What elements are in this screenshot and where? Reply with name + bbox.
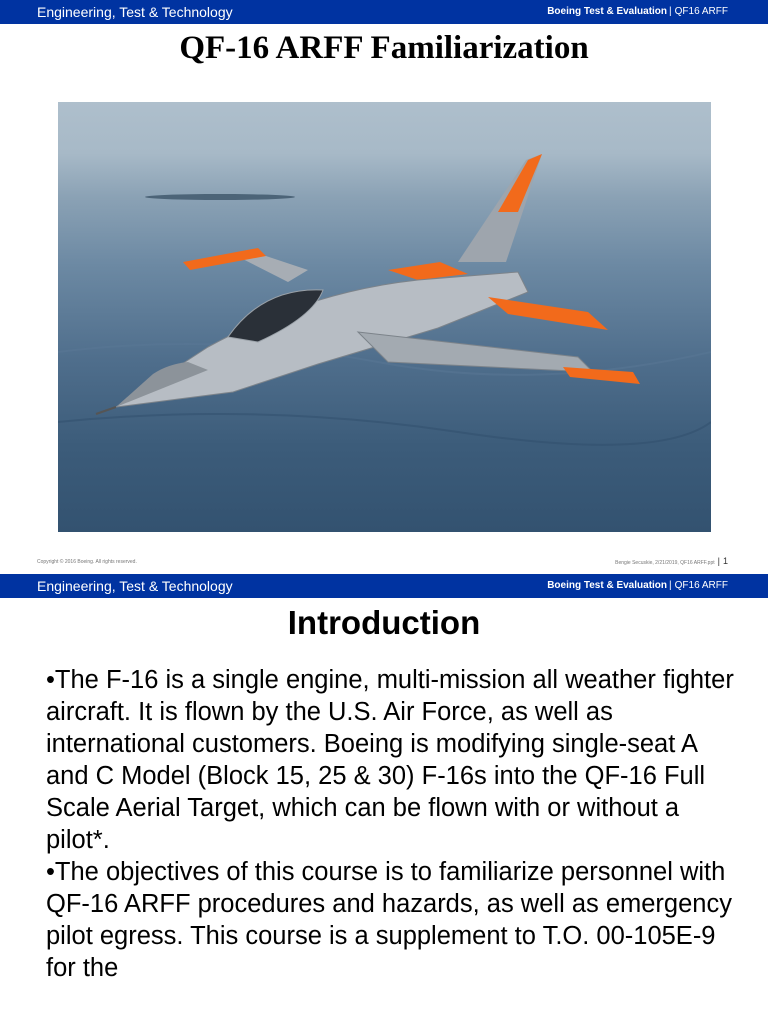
header-bar — [0, 0, 768, 24]
header-program — [547, 6, 728, 17]
header-bar — [0, 574, 768, 598]
right-stabilizer — [488, 297, 608, 330]
aircraft-photo — [58, 102, 711, 532]
page-separator: | — [717, 556, 720, 566]
tail-orange — [498, 154, 542, 212]
header-division: Engineering, Test & Technology — [37, 578, 233, 594]
slide-title: QF-16 ARFF Familiarization — [179, 30, 589, 66]
footer-meta — [615, 556, 728, 566]
header-separator: | — [669, 6, 672, 17]
paragraph: •The F-16 is a single engine, multi-mission all weather fighter aircraft. It is flown by the U.S. Air Force, as well as international customers. Boeing is modifying single-seat A and C Model (Block 15, 25 & 30) F-16s into the QF-16 Full Scale Aerial Target, which can be flown with or without a pilot*. — [46, 666, 734, 854]
body-text — [46, 664, 736, 984]
island-shape — [145, 194, 295, 200]
header-division: Engineering, Test & Technology — [37, 4, 233, 20]
footer-copyright: Copyright © 2016 Boeing. All rights reserved. — [37, 559, 137, 565]
pitot-probe — [96, 407, 116, 414]
paragraph: •The objectives of this course is to familiarize personnel with QF-16 ARFF procedures and hazards, as well as emergency pilot egress. This course is a supplement to T.O. 00-105E-9 for the — [46, 858, 732, 982]
header-project: QF16 ARFF — [674, 6, 728, 17]
header-org: Boeing Test & Evaluation — [547, 6, 668, 17]
slide-title: Introduction — [287, 604, 481, 641]
header-org: Boeing Test & Evaluation — [547, 580, 668, 591]
right-wing — [358, 332, 593, 372]
aircraft-illustration — [58, 102, 711, 532]
footer-author-date: Bengie Secuskie, 2/21/2019, QF16 ARFF.ppt — [615, 560, 715, 566]
slide-2 — [0, 574, 768, 1024]
header-separator: | — [669, 580, 672, 591]
header-project: QF16 ARFF — [674, 580, 728, 591]
page-number: 1 — [722, 556, 728, 566]
header-program — [547, 580, 728, 591]
